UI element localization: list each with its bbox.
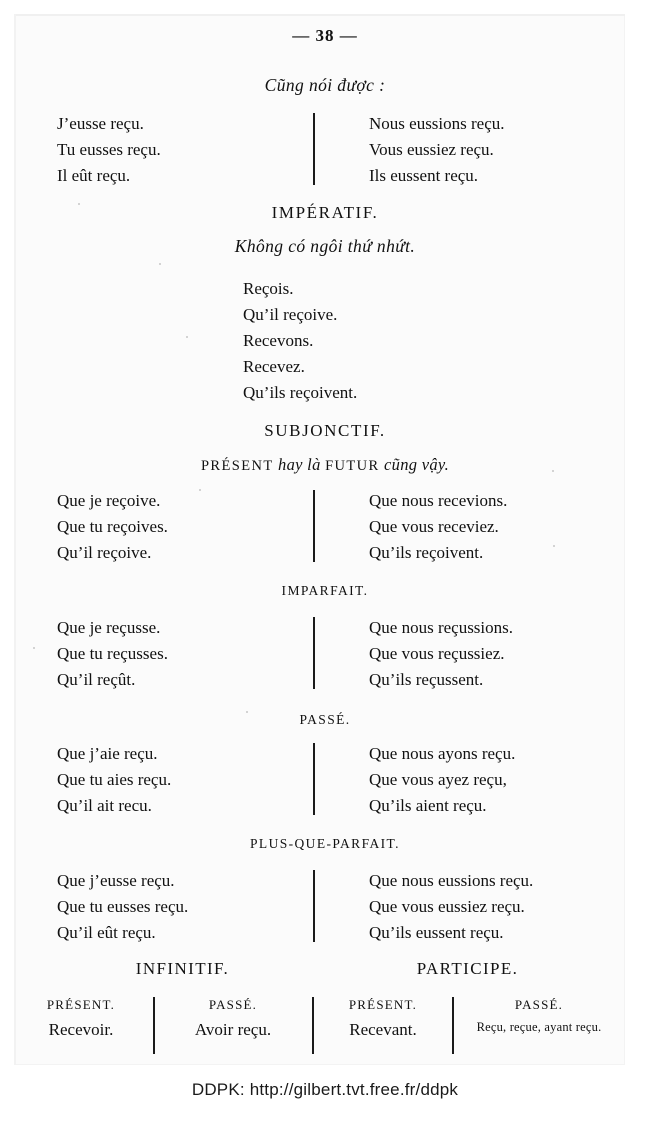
table-cell-value: Reçu, reçue, ayant reçu. [476, 1020, 602, 1034]
conjugation-column-plural [369, 488, 507, 566]
conjugation-line: Qu’ils reçussent. [369, 670, 484, 689]
column-divider-rule [313, 743, 315, 815]
column-divider-rule [313, 617, 315, 689]
conjugation-line: Que je reçoive. [57, 491, 161, 510]
conjugation-line: Qu’ils eussent reçu. [369, 923, 504, 942]
table-cell-infinitif-passe [158, 997, 308, 1040]
imperatif-forms-list [243, 276, 357, 406]
conjugation-column-singular [57, 741, 171, 819]
conjugation-line: Que vous reçussiez. [369, 644, 505, 663]
conjugation-column-plural [369, 615, 513, 693]
table-divider-rule [153, 997, 155, 1054]
conjugation-line: Nous eussions reçu. [369, 114, 505, 133]
table-cell-value: Avoir reçu. [194, 1020, 272, 1039]
conjugation-line: Qu’il eût reçu. [57, 923, 156, 942]
conjugation-line: Qu’il reçoive. [243, 305, 338, 324]
conjugation-line: Qu’il ait recu. [57, 796, 152, 815]
conjugation-line: Que vous receviez. [369, 517, 499, 536]
tense-heading-imparfait: IMPARFAIT. [281, 583, 369, 598]
conjugation-line: Tu eusses reçu. [57, 140, 161, 159]
tense-heading-vietnamese-conj: hay là [278, 455, 321, 474]
conjugation-line: Que j’aie reçu. [57, 744, 158, 763]
conjugation-line: Que nous eussions reçu. [369, 871, 534, 890]
table-divider-rule [312, 997, 314, 1054]
tense-heading-passe: PASSÉ. [299, 712, 351, 727]
conditionnel-intro-vietnamese: Cũng nói được : [264, 75, 386, 95]
conjugation-line: Qu’ils reçoivent. [243, 383, 358, 402]
conjugation-line: Qu’ils aient reçu. [369, 796, 487, 815]
conjugation-column-singular [57, 488, 168, 566]
conjugation-line: Qu’ils reçoivent. [369, 543, 484, 562]
tense-heading-present-futur [0, 455, 650, 475]
mode-heading-participe: PARTICIPE. [416, 959, 519, 978]
table-cell-participe-present [318, 997, 448, 1040]
conjugation-line: Que nous recevions. [369, 491, 508, 510]
conjugation-line: Que vous eussiez reçu. [369, 897, 525, 916]
scan-speck [33, 647, 35, 649]
table-cell-value: Recevoir. [48, 1020, 114, 1039]
conjugation-line: Que tu eusses reçu. [57, 897, 189, 916]
mode-heading-imperatif: IMPÉRATIF. [271, 203, 379, 222]
table-cell-label: PRÉSENT. [46, 997, 116, 1012]
conjugation-line: Vous eussiez reçu. [369, 140, 494, 159]
conjugation-line: Il eût reçu. [57, 166, 131, 185]
conjugation-line: Reçois. [243, 279, 294, 298]
conjugation-line: Que tu reçusses. [57, 644, 168, 663]
conjugation-line: Que tu reçoives. [57, 517, 168, 536]
conjugation-line: Que j’eusse reçu. [57, 871, 175, 890]
mode-heading-subjonctif: SUBJONCTIF. [264, 421, 386, 440]
mode-heading-infinitif: INFINITIF. [135, 959, 230, 978]
conjugation-column-singular [57, 615, 168, 693]
column-divider-rule [313, 870, 315, 942]
tense-heading-futur-label: FUTUR [325, 458, 380, 474]
tense-heading-plus-que-parfait: PLUS-QUE-PARFAIT. [250, 836, 400, 851]
conjugation-column-singular [57, 868, 188, 946]
scan-speck [553, 545, 555, 547]
conjugation-line: J’eusse reçu. [57, 114, 144, 133]
column-divider-rule [313, 113, 315, 185]
conjugation-column-plural [369, 868, 533, 946]
table-cell-label: PASSÉ. [208, 997, 258, 1012]
tense-heading-present-label: PRÉSENT [200, 458, 274, 474]
conjugation-line: Que vous ayez reçu, [369, 770, 507, 789]
scan-speck [199, 489, 201, 491]
table-cell-label: PASSÉ. [514, 997, 564, 1012]
conjugation-line: Qu’il reçût. [57, 670, 136, 689]
conjugation-line: Que tu aies reçu. [57, 770, 172, 789]
conjugation-line: Recevez. [243, 357, 305, 376]
table-divider-rule [452, 997, 454, 1054]
conjugation-line: Recevons. [243, 331, 314, 350]
tense-heading-vietnamese-note: cũng vậy. [384, 455, 450, 474]
conjugation-column-plural [369, 111, 505, 189]
conjugation-line: Qu’il reçoive. [57, 543, 152, 562]
table-cell-infinitif-present [12, 997, 150, 1040]
table-cell-label: PRÉSENT. [348, 997, 418, 1012]
page-number: — 38 — [292, 26, 358, 45]
table-cell-participe-passe [458, 997, 620, 1035]
conjugation-line: Que je reçusse. [57, 618, 161, 637]
conjugation-line: Que nous reçussions. [369, 618, 514, 637]
scan-speck [159, 263, 161, 265]
column-divider-rule [313, 490, 315, 562]
conjugation-column-singular [57, 111, 161, 189]
conjugation-column-plural [369, 741, 515, 819]
conjugation-line: Que nous ayons reçu. [369, 744, 516, 763]
conjugation-line: Ils eussent reçu. [369, 166, 479, 185]
imperatif-note-vietnamese: Không có ngôi thứ nhứt. [234, 236, 416, 256]
table-cell-value: Recevant. [349, 1020, 417, 1039]
scan-speck [186, 336, 188, 338]
footer-attribution: DDPK: http://gilbert.tvt.free.fr/ddpk [191, 1080, 459, 1099]
